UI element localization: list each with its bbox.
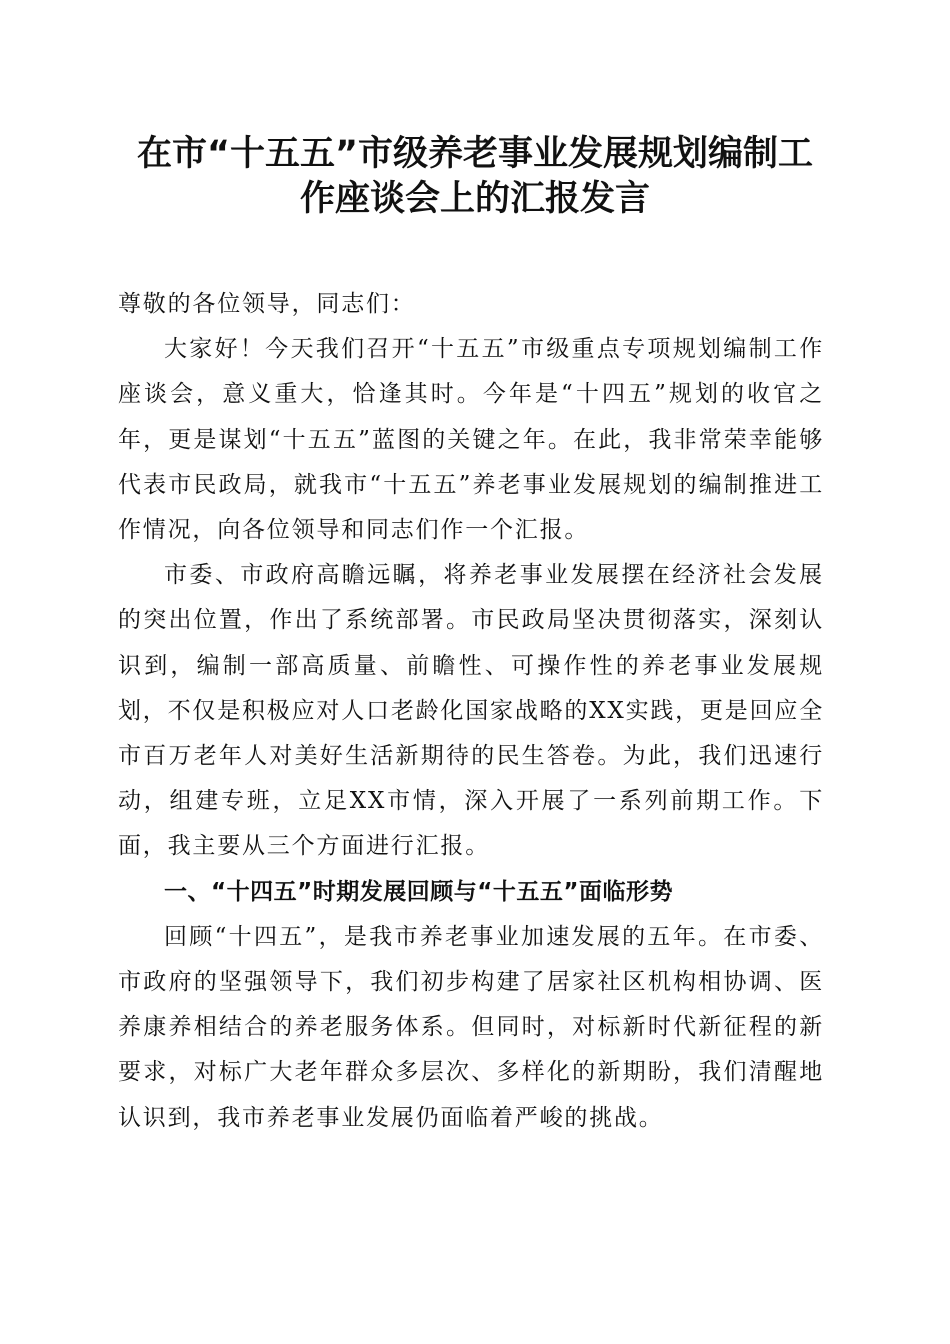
section-heading-1: 一、“十四五”时期发展回顾与“十五五”面临形势 [164,878,673,905]
title-line-2: 作座谈会上的汇报发言 [299,179,650,219]
paragraph-background: 市委、市政府高瞻远瞩，将养老事业发展摆在经济社会发展的突出位置，作出了系统部署。市民政局坚决贯彻落实，深刻认识到，编制一部高质量、前瞻性、可操作性的养老事业发展规划，不仅是积极应对人口老龄化国家战略的XX实践，更是回应全市百万老年人对美好生活新期待的民生答卷。为此，我们迅速行动，组建专班，立足XX市情，深入开展了一系列前期工作。下面，我主要从三个方面进行汇报。 [118,562,824,860]
paragraph-review: 回顾“十四五”，是我市养老事业加速发展的五年。在市委、市政府的坚强领导下，我们初步构建了居家社区机构相协调、医养康养相结合的养老服务体系。但同时，对标新时代新征程的新要求，对标广大老年群众多层次、多样化的新期盼，我们清醒地认识到，我市养老事业发展仍面临着严峻的挑战。 [118,923,824,1131]
paragraph-opening: 大家好！今天我们召开“十五五”市级重点专项规划编制工作座谈会，意义重大，恰逢其时。今年是“十四五”规划的收官之年，更是谋划“十五五”蓝图的关键之年。在此，我非常荣幸能够代表市民政局，就我市“十五五”养老事业发展规划的编制推进工作情况，向各位领导和同志们作一个汇报。 [118,336,824,544]
title-line-1: 在市“十五五”市级养老事业发展规划编制工 [136,134,813,174]
document-body [118,282,824,1141]
salutation: 尊敬的各位领导，同志们： [118,291,416,317]
document-title [100,132,850,222]
